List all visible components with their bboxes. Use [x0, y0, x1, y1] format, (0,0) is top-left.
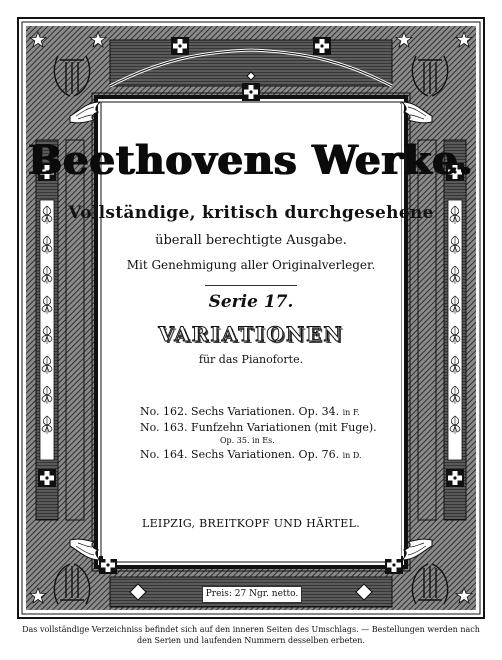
publisher: LEIPZIG, BREITKOPF UND HÄRTEL.	[141, 517, 360, 530]
list-item	[140, 404, 400, 420]
footer-note-line2: den Serien und laufenden Nummern desselben erbeten.	[137, 636, 365, 645]
work-title: Sechs Variationen.	[191, 405, 296, 418]
work-opus: Op. 76.	[298, 448, 340, 461]
work-title: Funfzehn Variationen (mit Fuge).	[191, 421, 377, 434]
work-number: No. 162.	[140, 405, 188, 418]
list-item-detail	[140, 435, 400, 447]
works-list	[140, 404, 400, 463]
work-key: in Es.	[252, 436, 275, 445]
instrument-label: für das Pianoforte.	[198, 353, 304, 366]
divider	[205, 285, 297, 286]
work-opus: Op. 35.	[220, 436, 250, 445]
subtitle: Vollständige, kritisch durchgesehene	[68, 203, 434, 223]
work-opus: Op. 34.	[298, 405, 340, 418]
genre-heading: VARIATIONEN	[158, 322, 344, 346]
work-number: No. 164.	[140, 448, 188, 461]
list-item	[140, 420, 400, 435]
work-number: No. 163.	[140, 421, 188, 434]
edition-note: überall berechtigte Ausgabe.	[155, 233, 347, 248]
series-label: Serie 17.	[208, 292, 294, 312]
price-label: Preis: 27 Ngr. netto.	[202, 586, 302, 603]
footer-note-line1: Das vollständige Verzeichniss befindet sich auf den inneren Seiten des Umschlags. — Bestellungen werden nach	[22, 625, 480, 634]
list-item	[140, 447, 400, 463]
work-key: in F.	[342, 408, 360, 417]
permission-note: Mit Genehmigung aller Originalverleger.	[126, 258, 376, 272]
work-title: Sechs Variationen.	[191, 448, 296, 461]
page-title: Beethovens Werke.	[28, 137, 474, 184]
work-key: in D.	[342, 451, 362, 460]
